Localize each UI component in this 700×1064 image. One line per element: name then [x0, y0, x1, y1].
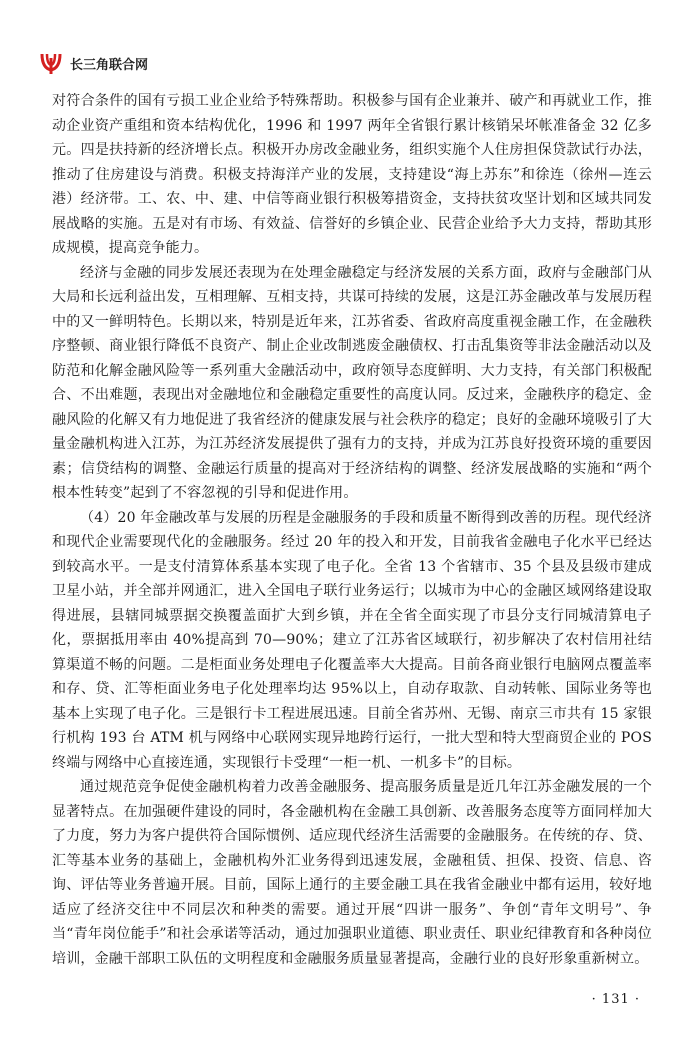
page-number: · 131 ·	[591, 992, 640, 1007]
paragraph: 通过规范竞争促使金融机构着力改善金融服务、提高服务质量是近几年江苏金融发展的一个显著特点。在加强硬件建设的同时，各金融机构在金融工具创新、改善服务态度等方面同样加大了力度，努力为客户提供符合国际惯例、适应现代经济生活需要的金融服务。在传统的存、贷、汇等基本业务的基础上，金融机构外汇业务得到迅速发展，金融租赁、担保、投资、信息、咨询、评估等业务普遍开展。目前，国际上通行的主要金融工具在我省金融业中都有运用，较好地适应了经济交往中不同层次和种类的需要。通过开展“四讲一服务”、争创“青年文明号”、争当“青年岗位能手”和社会承诺等活动，通过加强职业道德、职业责任、职业纪律教育和各种岗位培训，金融干部职工队伍的文明程度和金融服务质量显著提高，金融行业的良好形象重新树立。	[52, 779, 652, 967]
paragraph: 经济与金融的同步发展还表现为在处理金融稳定与经济发展的关系方面，政府与金融部门从大局和长远利益出发，互相理解、互相支持，共谋可持续的发展，这是江苏金融改革与发展历程中的又一鲜明特色。长期以来，特别是近年来，江苏省委、省政府高度重视金融工作，在金融秩序整顿、商业银行降低不良资产、制止企业改制逃废金融债权、打击乱集资等非法金融活动以及防范和化解金融风险等一系列重大金融活动中，政府领导态度鲜明、大力支持，有关部门积极配合、不出难题，表现出对金融地位和金融稳定重要性的高度认同。反过来，金融秩序的稳定、金融风险的化解又有力地促进了我省经济的健康发展与社会秩序的稳定；良好的金融环境吸引了大量金融机构进入江苏，为江苏经济发展提供了强有力的支持，并成为江苏良好投资环境的重要因素；信贷结构的调整、金融运行质量的提高对于经济结构的调整、经济发展战略的实施和“两个根本性转变”起到了不容忽视的引导和促进作用。	[52, 264, 652, 501]
paragraph: 对符合条件的国有亏损工业企业给予特殊帮助。积极参与国有企业兼并、破产和再就业工作，推动企业资产重组和资本结构优化，1996 和 1997 两年全省银行累计核销呆坏帐准备金 32 亿多元。四是扶持新的经济增长点。积极开办房改金融业务，组织实施个人住房担保贷款试行办法，推动了住房建设与消费。积极支持海洋产业的发展，支持建设“海上苏东”和徐连（徐州—连云港）经济带。工、农、中、建、中信等商业银行积极筹措资金，支持扶贫攻坚计划和区域共同发展战略的实施。五是对有市场、有效益、信誉好的乡镇企业、民营企业给予大力支持，帮助其形成规模，提高竞争能力。	[52, 93, 652, 256]
page-header	[38, 50, 148, 76]
paragraph: （4）20 年金融改革与发展的历程是金融服务的手段和质量不断得到改善的历程。现代经济和现代企业需要现代化的金融服务。经过 20 年的投入和开发，目前我省金融电子化水平已经达到较高水平。一是支付清算体系基本实现了电子化。全省 13 个省辖市、35 个县及县级市建成卫星小站，并全部并网通汇，进入全国电子联行业务运行；以城市为中心的金融区域网络建设取得进展，县辖同城票据交换覆盖面扩大到乡镇，并在全省全面实现了市县分支行同城清算电子化，票据抵用率由 40%提高到 70—90%；建立了江苏省区域联行，初步解决了农村信用社结算渠道不畅的问题。二是柜面业务处理电子化覆盖率大大提高。目前各商业银行电脑网点覆盖率和存、贷、汇等柜面业务电子化处理率均达 95%以上，自动存取款、自动转帐、国际业务等也基本上实现了电子化。三是银行卡工程进展迅速。目前全省苏州、无锡、南京三市共有 15 家银行机构 193 台 ATM 机与网络中心联网实现异地跨行运行，一批大型和特大型商贸企业的 POS 终端与网络中心直接连通，实现银行卡受理“一柜一机、一机多卡”的目标。	[52, 509, 652, 771]
brand-name: 长三角联合网	[70, 57, 149, 73]
brand-logo-icon	[38, 50, 64, 76]
article-body	[52, 89, 652, 971]
